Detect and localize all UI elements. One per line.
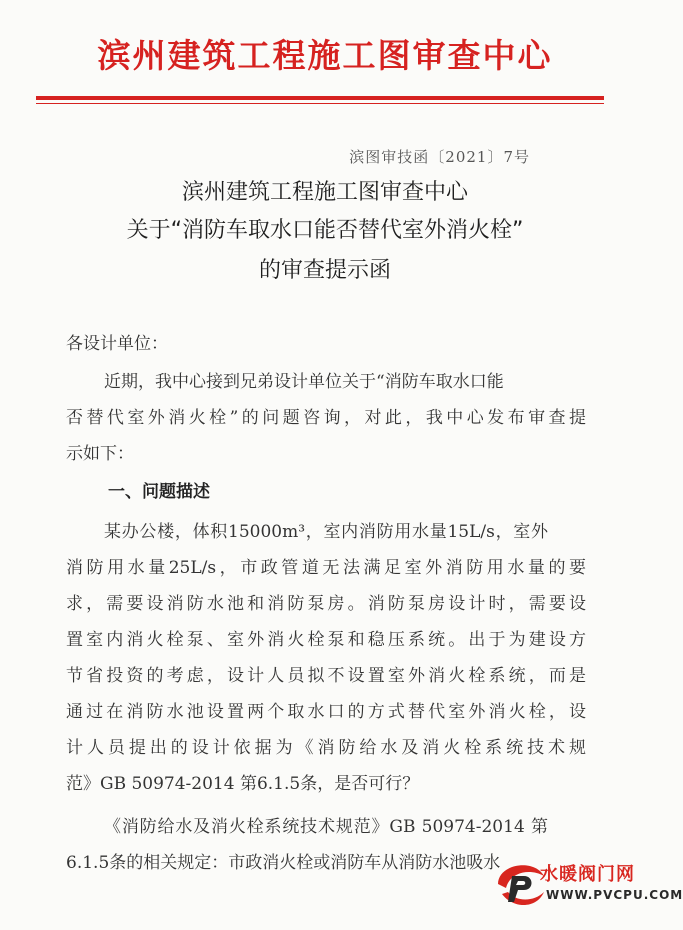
section-1-line-5: 节省投资的考虑，设计人员拟不设置室外消火栓系统，而是 [66, 666, 586, 686]
title-line-3: 的审查提示函 [258, 258, 391, 283]
section-1-line-7: 计人员提出的设计依据为《消防给水及消火栓系统技术规 [66, 738, 586, 758]
title-line-2: 关于“消防车取水口能否替代室外消火栓” [126, 218, 524, 243]
section-1-line-8: 范》GB 50974-2014 第6.1.5条，是否可行？ [66, 774, 420, 794]
section-1-line-4: 置室内消火栓泵、室外消火栓泵和稳压系统。出于为建设方 [66, 630, 586, 650]
intro-line-2: 否替代室外消火栓”的问题咨询，对此，我中心发布审查提 [66, 408, 586, 428]
watermark-name: 水暖阀门网 [540, 864, 635, 885]
letterhead-org-name: 滨州建筑工程施工图审查中心 [97, 36, 553, 75]
intro-line-1: 近期，我中心接到兄弟设计单位关于“消防车取水口能 [104, 372, 504, 392]
section-1-line-1: 某办公楼，体积15000m³，室内消防用水量15L/s，室外 [104, 522, 548, 542]
document-number: 滨图审技函〔2021〕7号 [349, 148, 530, 166]
section-1-line-2: 消防用水量25L/s，市政管道无法满足室外消防用水量的要 [66, 558, 586, 578]
section-1-line-3: 求，需要设消防水池和消防泵房。消防泵房设计时，需要设 [66, 594, 586, 614]
letterhead-rule-thin [36, 103, 604, 104]
section-1-line-6: 通过在消防水池设置两个取水口的方式替代室外消火栓，设 [66, 702, 586, 722]
title-line-1: 滨州建筑工程施工图审查中心 [181, 180, 468, 205]
watermark [490, 850, 683, 930]
letterhead-rule-thick [36, 96, 604, 100]
reference-line-2: 6.1.5条的相关规定：市政消火栓或消防车从消防水池吸水 [66, 853, 501, 873]
section-1-heading: 一、问题描述 [108, 482, 210, 502]
reference-line-1: 《消防给水及消火栓系统技术规范》GB 50974-2014 第 [104, 817, 548, 837]
salutation: 各设计单位： [66, 334, 168, 354]
intro-line-3: 示如下： [66, 444, 134, 464]
watermark-url: WWW.PVCPU.COM [546, 888, 683, 902]
